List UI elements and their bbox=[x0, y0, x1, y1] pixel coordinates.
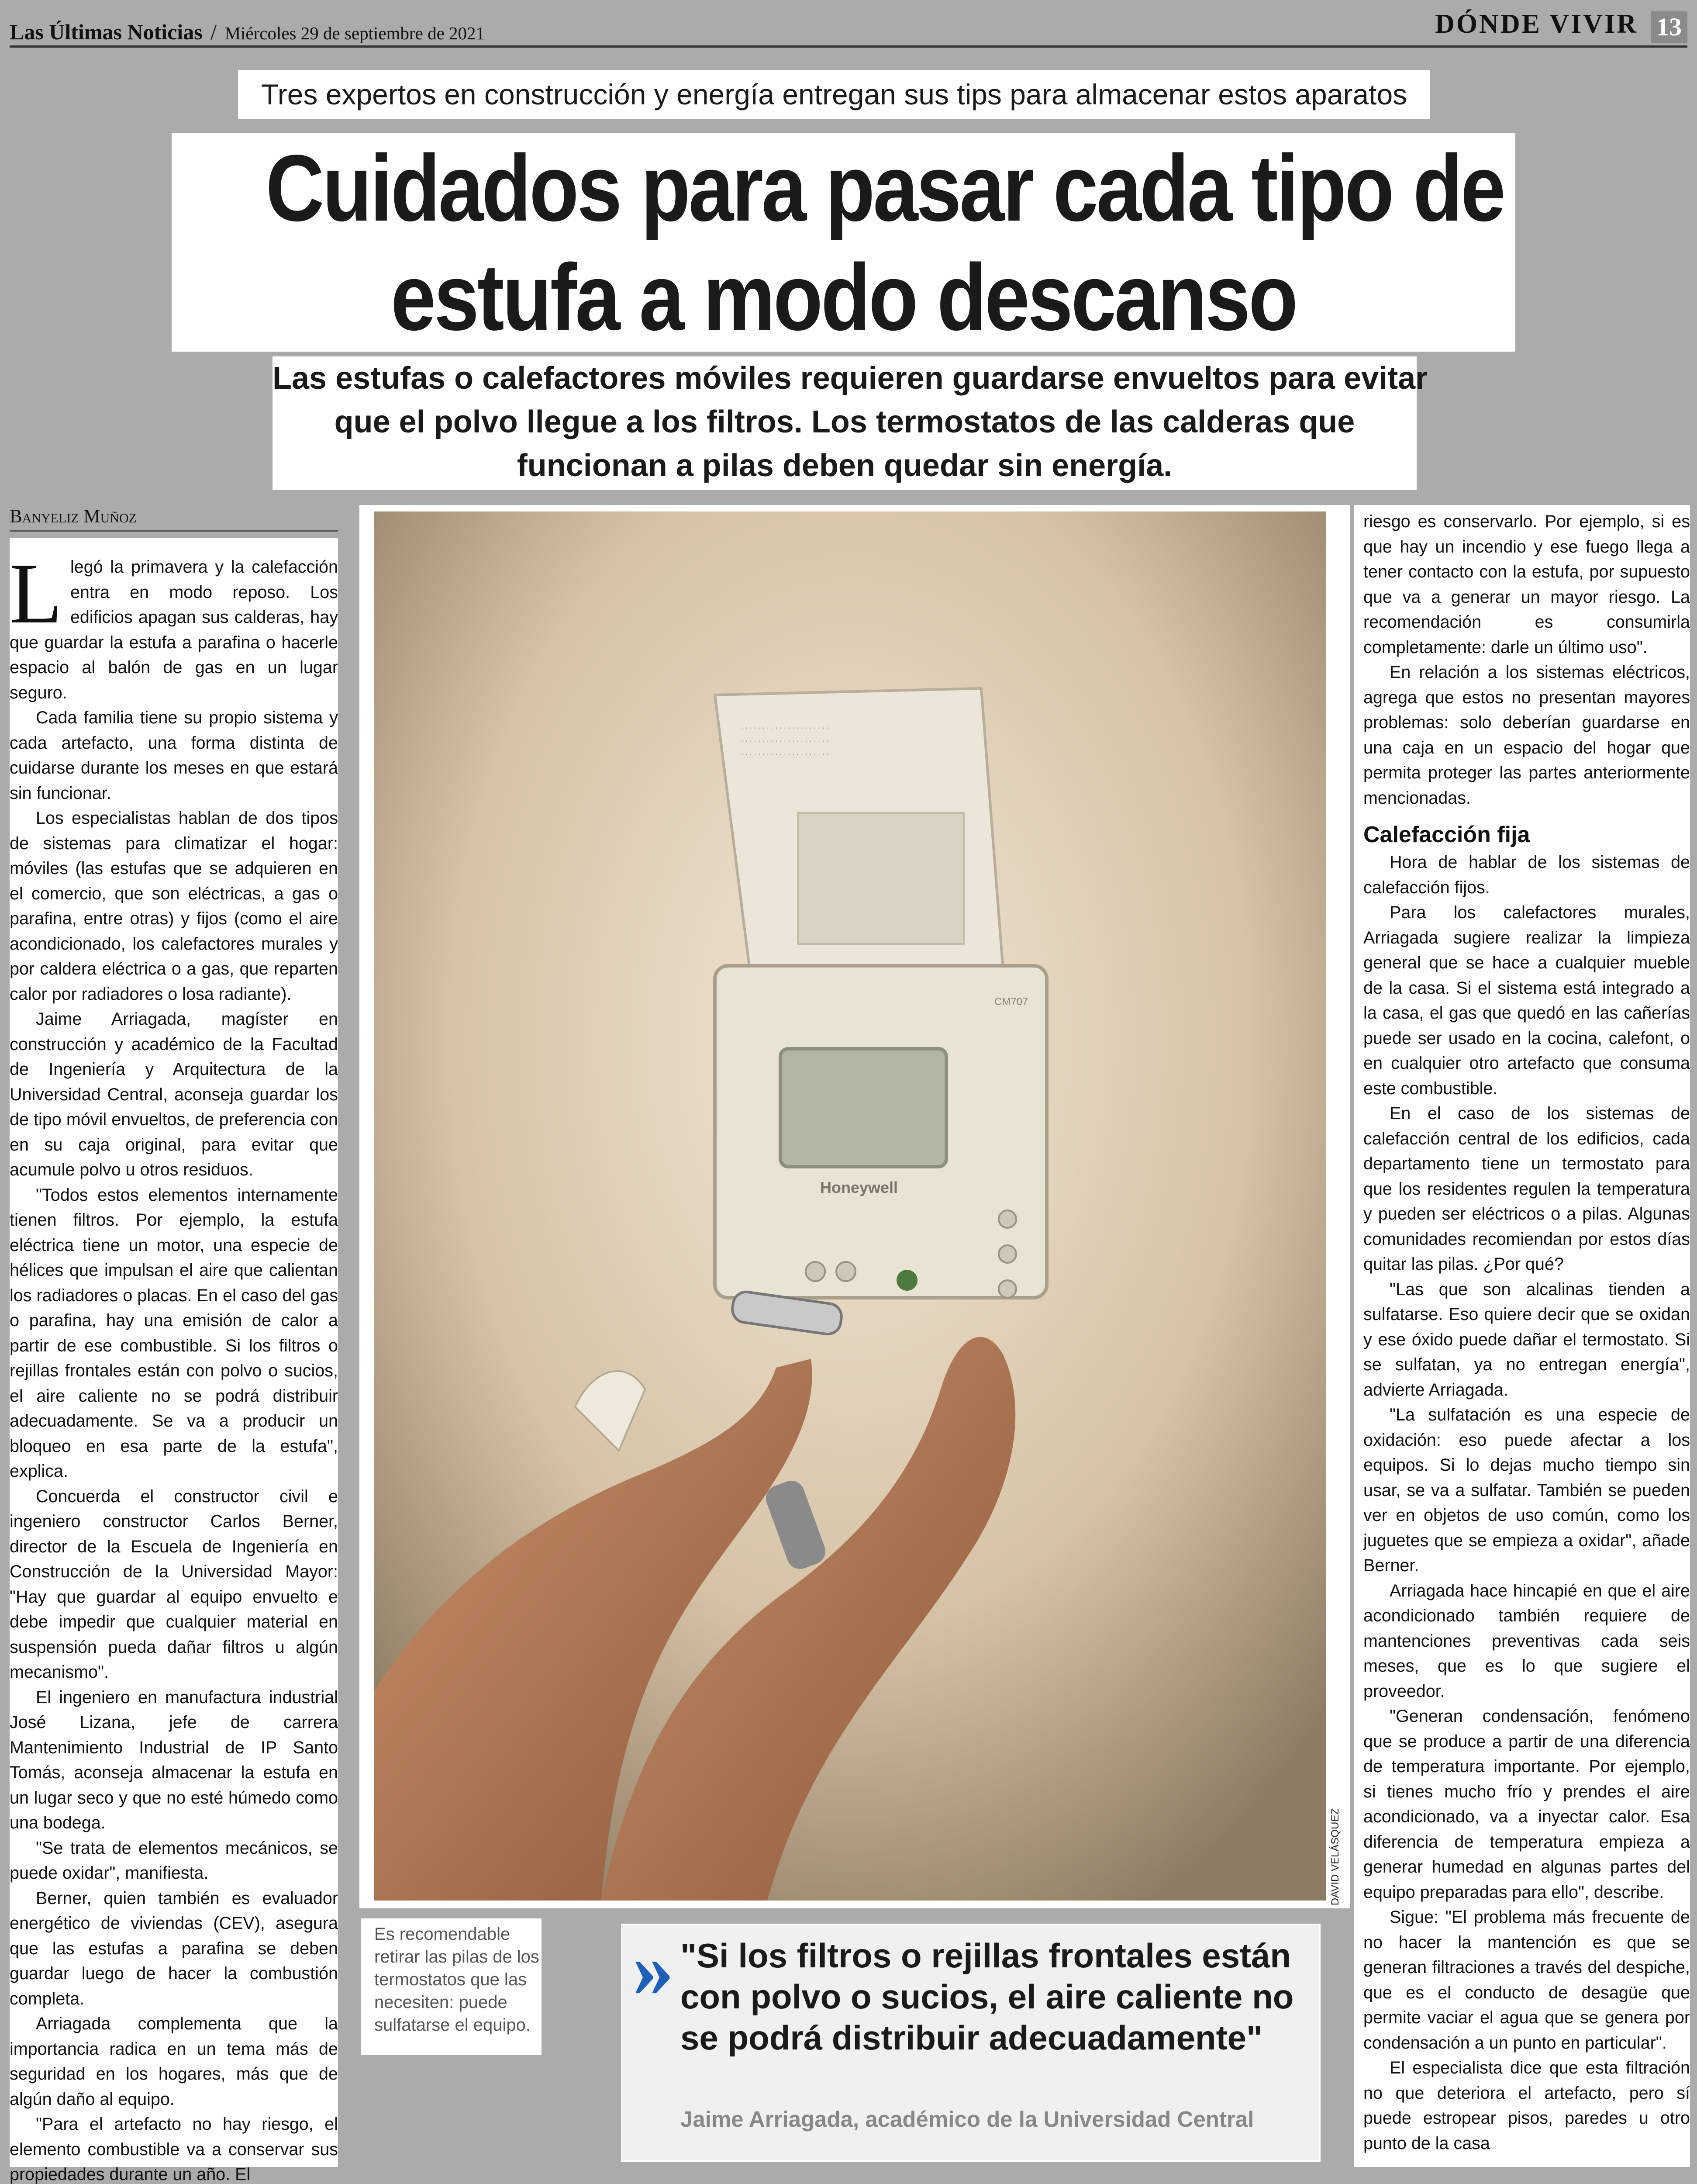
body-paragraph: Cada familia tiene su propio sistema y cada artefacto, una forma distinta de cuidarse durante los meses en que estará sin funcionar. bbox=[10, 708, 338, 803]
thermostat-lid bbox=[715, 688, 1003, 970]
lede bbox=[272, 356, 1428, 490]
publication-name: Las Últimas Noticias bbox=[10, 20, 203, 44]
body-paragraph: En el caso de los sistemas de calefacción central de los edificios, cada departamento tiene un termostato para que los residentes regulen la temperatura y pueden ser eléctricos o a pilas. Algunas comunidades recomiendan por estos días quitar las pilas. ¿Por qué? bbox=[1363, 1104, 1690, 1274]
body-paragraph: Berner, quien también es evaluador energético de viviendas (CEV), asegura que las estufas a parafina se deben guardar luego de hacer la combustión completa. bbox=[10, 1888, 338, 2008]
body-paragraph: Para los calefactores murales, Arriagada sugiere realizar la limpieza general que se hace a cualquier mueble de la casa. Si el sistema está integrado a la casa, el gas que quedó en las cañerías puede ser usado en la cocina, calefont, o en cualquier otro artefacto que consuma este combustible. bbox=[1363, 903, 1690, 1098]
drop-cap: L bbox=[10, 546, 62, 641]
subheading: Calefacción fija bbox=[1363, 822, 1530, 847]
body-paragraph: Arriagada hace hincapié en que el aire acondicionado también requiere de mantenciones preventivas cada seis meses, que es lo que sugiere el proveedor. bbox=[1363, 1581, 1690, 1701]
body-paragraph: "Para el artefacto no hay riesgo, el elemento combustible va a conservar sus propiedades durante un año. El bbox=[10, 2115, 338, 2184]
body-paragraph: En relación a los sistemas eléctricos, agrega que estos no presentan mayores problemas: solo deberían guardarse en una caja en un espacio del hogar que permita proteger las partes anteriormente mencionadas. bbox=[1363, 663, 1690, 808]
byline: Banyeliz Muñoz bbox=[10, 506, 137, 527]
quote-mark-icon: » bbox=[632, 1923, 674, 2015]
thermostat-illustration bbox=[374, 511, 1326, 1901]
kicker: Tres expertos en construcción y energía entregan sus tips para almacenar estos aparatos bbox=[238, 70, 1430, 119]
body-paragraph: Los especialistas hablan de dos tipos de sistemas para climatizar el hogar: móviles (las estufas que se adquieren en el comercio, que son eléctricas, a gas o parafina, entre otras) y fijos (como el aire acondicionado, los calefactores murales y por caldera eléctrica o a gas, que reparten calor por radiadores o losa radiante). bbox=[10, 809, 338, 1004]
photo-caption: Es recomendable retirar las pilas de los termostatos que las necesiten: puede sulfatarse el equipo. bbox=[361, 1918, 542, 2055]
photo-credit: DAVID VELÁSQUEZ bbox=[1329, 1808, 1341, 1906]
masthead bbox=[10, 19, 485, 45]
body-paragraph: "La sulfatación es una especie de oxidación: eso puede afectar a los equipos. Si lo dejas mucho tiempo sin usar, se va a sulfatar. También se pueden ver en objetos de uso común, como los juguetes que se empieza a oxidar", añade Berner. bbox=[1363, 1405, 1690, 1575]
page-number: 13 bbox=[1651, 11, 1687, 43]
pullquote-attribution: Jaime Arriagada, académico de la Universidad Central bbox=[680, 2107, 1254, 2132]
body-paragraph: Concuerda el constructor civil e ingeniero constructor Carlos Berner, director de la Escuela de Ingeniería en Construcción de la Universidad Mayor: "Hay que guardar al equipo envuelto e debe impedir que cualquier material en suspensión pueda dañar filtros u algún mecanismo". bbox=[10, 1486, 338, 1682]
lede-line-1: Las estufas o calefactores móviles requieren guardarse envueltos para evitar bbox=[272, 361, 1428, 396]
lede-line-3: funcionan a pilas deben quedar sin energía. bbox=[517, 448, 1173, 483]
byline-rule bbox=[10, 530, 338, 532]
body-paragraph: legó la primavera y la calefacción entra en modo reposo. Los edificios apagan sus calderas, hay que guardar la estufa a parafina o hacerle espacio al balón de gas en un lugar seguro. bbox=[10, 557, 338, 702]
header-separator: / bbox=[210, 20, 217, 44]
svg-text:· · · · · · · · · · · · · · ·: · · · · · · · · · · · · · · · · · · · · · bbox=[741, 724, 829, 732]
body-paragraph: "Generan condensación, fenómeno que se produce a partir de una diferencia de temperatura importante. Por ejemplo, si tienes mucho frío y prendes el aire acondicionado, va a inyectar calor. Esa diferencia de temperatura empieza a generar humedad en algunas partes del equipo preparadas para ello", describe. bbox=[1363, 1707, 1690, 1902]
body-paragraph: "Se trata de elementos mecánicos, se puede oxidar", manifiesta. bbox=[10, 1838, 338, 1883]
thermostat-body bbox=[715, 966, 1047, 1298]
body-paragraph: El ingeniero en manufactura industrial José Lizana, jefe de carrera Mantenimiento Industrial de IP Santo Tomás, aconseja almacenar la estufa en un lugar seco y que no esté húmedo como una bodega. bbox=[10, 1687, 338, 1832]
body-paragraph: Sigue: "El problema más frecuente de no hacer la mantención es que se generan filtraciones a través del despiche, que es el conducto de desagüe que permite vaciar el agua que se genera por condensación a un punto en particular". bbox=[1363, 1908, 1690, 2053]
body-paragraph: Jaime Arriagada, magíster en construcción y académico de la Facultad de Ingeniería y Arquitectura de la Universidad Central, aconseja guardar los de tipo móvil envueltos, de preferencia con en su caja original, para evitar que acumule polvo u otros residuos. bbox=[10, 1009, 338, 1179]
pullquote-text: "Si los filtros o rejillas frontales están con polvo o sucios, el aire caliente no se podrá distribuir adecuadamente" bbox=[680, 1936, 1294, 2057]
body-paragraph: "Las que son alcalinas tienden a sulfatarse. Eso quiere decir que se oxidan y ese óxido puede dañar el termostato. Si se sulfatan, ya no entregan energía", advierte Arriagada. bbox=[1363, 1279, 1690, 1400]
headline bbox=[172, 133, 1515, 352]
body-paragraph: "Todos estos elementos internamente tienen filtros. Por ejemplo, la estufa eléctrica tiene un motor, una especie de hélices que impulsan el aire que calientan los radiadores o placas. En el caso del gas o parafina, hay una emisión de calor a partir de ese combustible. Si los filtros o rejillas frontales están con polvo o sucios, el aire caliente no se podrá distribuir adecuadamente. Se va a producir un bloqueo en esa parte de la estufa", explica. bbox=[10, 1185, 338, 1481]
svg-text:· · · · · · · · · · · · · · ·: · · · · · · · · · · · · · · · · · · · · · bbox=[741, 737, 829, 745]
body-paragraph: Hora de hablar de los sistemas de calefacción fijos. bbox=[1363, 853, 1690, 897]
body-paragraph: riesgo es conservarlo. Por ejemplo, si es que hay un incendio y ese fuego llega a tener contacto con la estufa, por supuesto que va a generar un mayor riesgo. La recomendación es consumirla completamente: darle un último uso". bbox=[1363, 512, 1690, 657]
section-title: DÓNDE VIVIR bbox=[1435, 9, 1638, 39]
lede-line-2: que el polvo llegue a los filtros. Los termostatos de las calderas que bbox=[334, 404, 1355, 439]
body-column-left bbox=[10, 538, 338, 2184]
headline-line-1: Cuidados para pasar cada tipo de bbox=[266, 135, 1504, 241]
headline-line-2: estufa a modo descanso bbox=[390, 244, 1297, 350]
thermostat-photo bbox=[374, 511, 1326, 1901]
issue-date: Miércoles 29 de septiembre de 2021 bbox=[224, 23, 485, 43]
body-paragraph: El especialista dice que esta filtración no que deteriora el artefacto, pero sí puede estropear pisos, paredes u otro punto de la casa bbox=[1363, 2058, 1690, 2153]
device-model: CM707 bbox=[994, 996, 1028, 1008]
device-brand: Honeywell bbox=[820, 1178, 898, 1196]
header-rule bbox=[10, 45, 1687, 48]
body-paragraph: Arriagada complementa que la importancia radica en un tema más de seguridad en los hogares, más que de algún daño al equipo. bbox=[10, 2014, 338, 2109]
svg-text:· · · · · · · · · · · · · · ·: · · · · · · · · · · · · · · · · · · · · · bbox=[741, 750, 829, 758]
body-column-right bbox=[1354, 505, 1690, 2167]
